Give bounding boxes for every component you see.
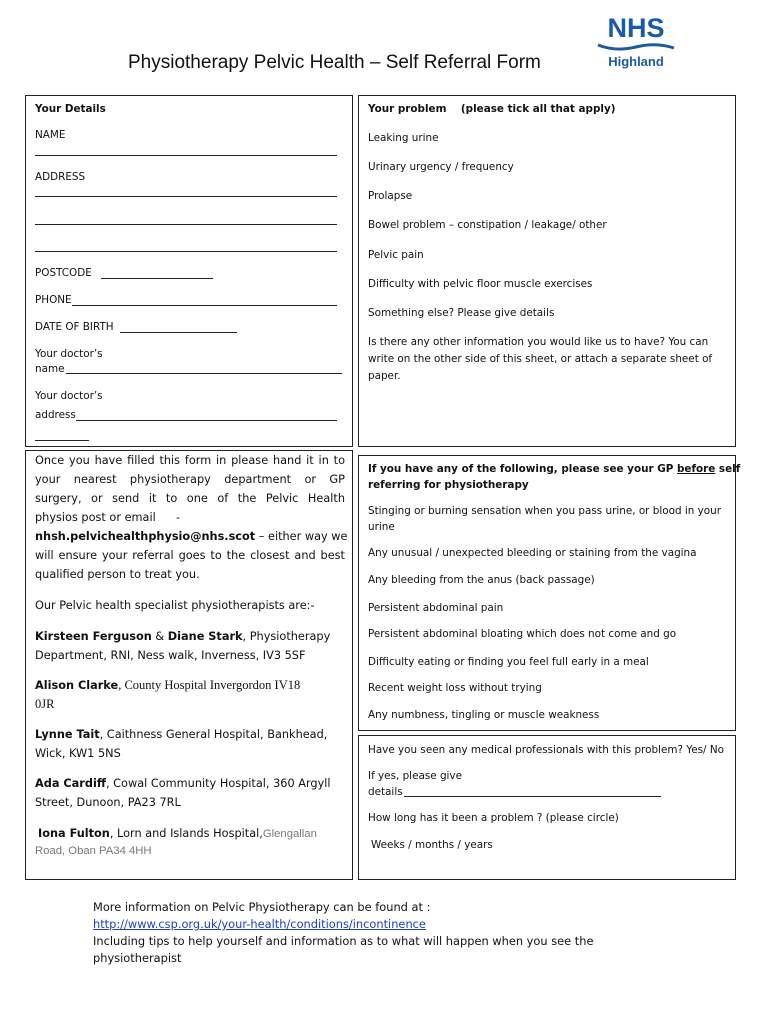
gp-warning-item-1b: urine	[368, 521, 395, 533]
postcode-label: POSTCODE	[35, 267, 92, 279]
gp-warning-heading-1a: If you have any of the following, please see your GP	[368, 463, 677, 475]
duration-options[interactable]: Weeks / months / years	[371, 839, 493, 851]
instructions-line-2: your nearest physiotherapy department or GP	[35, 473, 345, 486]
postcode-field[interactable]	[101, 278, 213, 279]
specialist-1-location-1: , Physiotherapy	[242, 630, 331, 643]
problem-item[interactable]: Pelvic pain	[368, 249, 424, 261]
specialist-2-location-2: 0JR	[35, 697, 55, 711]
instructions-line-1: Once you have filled this form in please hand it in to	[35, 454, 345, 467]
name-field[interactable]	[35, 155, 337, 156]
gp-warning-heading-2: referring for physiotherapy	[368, 479, 529, 491]
dob-field[interactable]	[120, 332, 237, 333]
phone-label: PHONE	[35, 294, 72, 306]
how-long-question: How long has it been a problem ? (please circle)	[368, 812, 619, 824]
nhs-region-text: Highland	[608, 54, 664, 69]
instructions-line-3: surgery, or send it to one of the Pelvic Health	[35, 492, 345, 505]
address-field-2[interactable]	[35, 224, 337, 225]
problem-item[interactable]: Something else? Please give details	[368, 307, 555, 319]
specialist-1-name-2: Diane Stark	[167, 630, 243, 643]
doctor-name-label-1: Your doctor’s	[35, 348, 103, 360]
specialist-4	[35, 774, 331, 793]
specialist-1-name: Kirsteen Ferguson	[35, 630, 152, 643]
footer-link-wrap	[93, 916, 426, 933]
dob-label: DATE OF BIRTH	[35, 321, 114, 333]
specialist-2-location-1: , County Hospital Invergordon IV18	[118, 678, 301, 692]
problem-item[interactable]: Urinary urgency / frequency	[368, 161, 514, 173]
phone-field[interactable]	[72, 305, 337, 306]
details-heading: Your Details	[35, 103, 106, 115]
nhs-highland-logo	[596, 14, 676, 69]
specialist-5-location-1-grey: Glengallan	[262, 828, 317, 840]
csp-link[interactable]: http://www.csp.org.uk/your-health/conditions/incontinence	[93, 917, 426, 931]
specialist-4-name: Ada Cardiff	[35, 777, 106, 790]
specialist-1-location-2: Department, RNI, Ness walk, Inverness, IV3 5SF	[35, 649, 306, 662]
specialist-2	[35, 676, 300, 695]
physio-email[interactable]: nhsh.pelvichealthphysio@nhs.scot	[35, 530, 256, 543]
nhs-logo-text: NHS	[607, 13, 665, 43]
gp-warning-item: Any bleeding from the anus (back passage)	[368, 574, 595, 586]
gp-warning-heading-before: before	[676, 463, 716, 475]
specialist-3-name: Lynne Tait	[35, 728, 100, 741]
name-label: NAME	[35, 129, 66, 141]
instructions-dash: -	[176, 511, 181, 524]
specialist-2-name: Alison Clarke	[35, 679, 119, 692]
instructions-line-5-rest: – either way we	[255, 530, 348, 543]
problem-box	[358, 95, 736, 447]
specialist-4-location-2: Street, Dunoon, PA23 7RL	[35, 796, 181, 809]
specialist-5-location-2: Road, Oban PA34 4HH	[35, 845, 152, 857]
if-yes-label-2: details	[368, 786, 403, 798]
address-field-1[interactable]	[35, 196, 337, 197]
doctor-address-label-2: address	[35, 409, 76, 421]
doctor-name-field[interactable]	[66, 373, 342, 374]
specialist-5-location-1: , Lorn and Islands Hospital,	[109, 827, 263, 840]
address-field-3[interactable]	[35, 251, 337, 252]
doctor-address-field-2[interactable]	[35, 440, 89, 441]
specialist-4-location-1: , Cowal Community Hospital, 360 Argyll	[105, 777, 331, 790]
other-info-line-2: write on the other side of this sheet, or attach a separate sheet of	[368, 353, 713, 365]
specialist-3-location-2: Wick, KW1 5NS	[35, 747, 121, 760]
footer-line-4: physiotherapist	[93, 951, 182, 965]
footer-line-1: More information on Pelvic Physiotherapy can be found at :	[93, 900, 431, 914]
instructions-line-4: physios post or email	[35, 511, 156, 524]
specialists-intro: Our Pelvic health specialist physiotherapists are:-	[35, 599, 315, 612]
other-info-line-1: Is there any other information you would like us to have? You can	[368, 336, 709, 348]
problem-item[interactable]: Difficulty with pelvic floor muscle exercises	[368, 278, 593, 290]
specialist-1-amp: &	[151, 630, 168, 643]
specialist-1	[35, 627, 330, 646]
address-label: ADDRESS	[35, 171, 86, 183]
specialist-5	[38, 824, 317, 844]
wave-icon	[596, 42, 676, 52]
problem-item[interactable]: Leaking urine	[368, 132, 439, 144]
specialist-5-name: Iona Fulton	[38, 827, 110, 840]
gp-warning-item: Any unusual / unexpected bleeding or staining from the vagina	[368, 547, 697, 559]
professionals-question[interactable]: Have you seen any medical professionals with this problem? Yes/ No	[368, 744, 724, 756]
gp-warning-item: Difficulty eating or finding you feel full early in a meal	[368, 656, 649, 668]
if-yes-label-1: If yes, please give	[368, 770, 462, 782]
problem-item[interactable]: Bowel problem – constipation / leakage/ other	[368, 219, 607, 231]
specialist-3	[35, 725, 327, 744]
instructions-line-5	[35, 527, 348, 546]
details-field[interactable]	[404, 796, 661, 797]
doctor-address-label-1: Your doctor’s	[35, 390, 103, 402]
page-title: Physiotherapy Pelvic Health – Self Referral Form	[128, 52, 541, 73]
gp-warning-item-1a: Stinging or burning sensation when you pass urine, or blood in your	[368, 505, 721, 517]
problem-item[interactable]: Prolapse	[368, 190, 413, 202]
gp-warning-item: Recent weight loss without trying	[368, 682, 542, 694]
gp-warning-heading-1b: self	[715, 463, 741, 475]
gp-warning-heading-1	[368, 462, 740, 476]
gp-warning-item: Persistent abdominal bloating which does not come and go	[368, 628, 677, 640]
doctor-address-field-1[interactable]	[76, 420, 337, 421]
problem-heading	[368, 102, 615, 116]
other-info-line-3: paper.	[368, 370, 401, 382]
problem-heading-text: Your problem	[368, 103, 447, 115]
problem-heading-note: (please tick all that apply)	[460, 103, 616, 115]
instructions-line-6: will ensure your referral goes to the closest and best	[35, 549, 345, 562]
doctor-name-label-2: name	[35, 363, 65, 375]
instructions-line-7: qualified person to treat you.	[35, 568, 200, 581]
gp-warning-item: Any numbness, tingling or muscle weakness	[368, 709, 600, 721]
footer-line-3: Including tips to help yourself and information as to what will happen when you see the	[93, 934, 594, 948]
gp-warning-item: Persistent abdominal pain	[368, 602, 504, 614]
specialist-3-location-1: , Caithness General Hospital, Bankhead,	[99, 728, 328, 741]
